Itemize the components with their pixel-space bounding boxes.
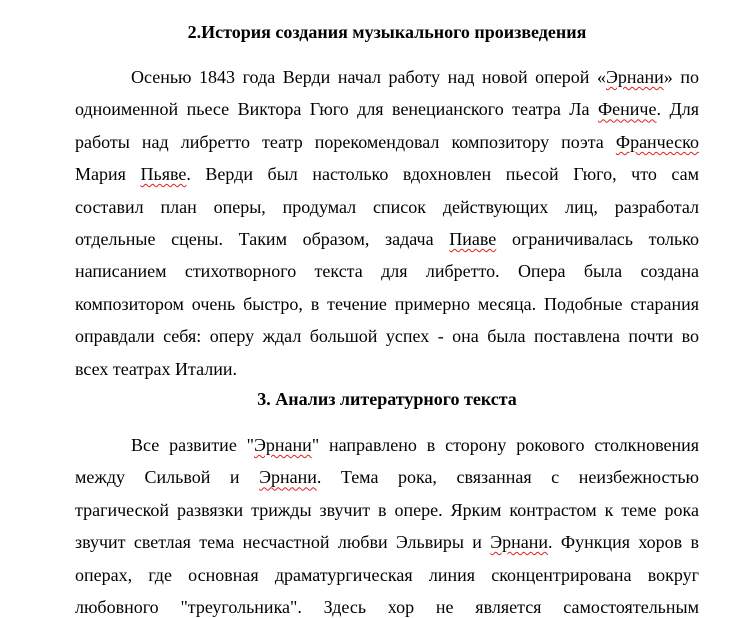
text-run: Все развитие " <box>131 435 255 455</box>
text-run: Мария <box>75 164 141 185</box>
paragraph-line <box>75 531 699 553</box>
spellcheck-flagged-word: Франческо <box>615 131 699 152</box>
text-run: трагической развязки трижды звучит в опере. Ярким контрастом к теме рока <box>75 499 699 520</box>
spellcheck-flagged-word: Эрнани <box>254 435 312 455</box>
paragraph-line <box>75 499 699 521</box>
text-run: написанием стихотворного текста для либретто. Опера была создана <box>75 261 699 282</box>
paragraph-line <box>75 163 699 185</box>
paragraph-line <box>75 358 699 380</box>
text-run: . Тема рока, связанная с неизбежностью <box>316 467 699 488</box>
paragraph-line <box>75 196 699 218</box>
spellcheck-flagged-word: Пиаве <box>449 229 497 249</box>
paragraph-line <box>75 98 699 120</box>
text-run: . Функция хоров в <box>548 532 699 553</box>
spellcheck-flagged-word: Эрнани <box>490 532 549 553</box>
text-run: между Сильвой и <box>75 467 260 488</box>
spellcheck-flagged-word: Пьяве <box>140 164 187 185</box>
paragraph-line <box>75 293 699 315</box>
paragraph-line <box>75 564 699 586</box>
text-run: оправдали себя: оперу ждал большой успех - она была поставлена почти во <box>75 326 699 347</box>
text-run: работы над либретто театр порекомендовал композитору поэта <box>75 131 616 152</box>
paragraph-line <box>131 66 699 88</box>
paragraph-line <box>75 131 699 153</box>
text-run: составил план оперы, продумал список действующих лиц, разработал <box>75 196 699 217</box>
text-run: композитором очень быстро, в течение примерно месяца. Подобные старания <box>75 293 699 314</box>
paragraph-line <box>75 260 699 282</box>
text-run: отдельные сцены. Таким образом, задача <box>75 229 450 249</box>
text-run: операх, где основная драматургическая линия сконцентрирована вокруг <box>75 564 699 585</box>
paragraph-line <box>75 228 699 250</box>
text-run: Осенью 1843 года Верди начал работу над новой оперой « <box>131 67 607 87</box>
spellcheck-flagged-word: Фениче <box>597 99 657 120</box>
section-2-heading: 2.История создания музыкального произведения <box>187 22 587 42</box>
text-run: любовного "треугольника". Здесь хор не является самостоятельным <box>75 597 699 617</box>
text-run: » по <box>663 67 699 87</box>
text-run: " направлено в сторону рокового столкновения <box>311 435 699 455</box>
text-run: ограничивалась только <box>496 229 699 249</box>
paragraph-line <box>75 466 699 488</box>
spellcheck-flagged-word: Эрнани <box>606 67 664 87</box>
paragraph-line <box>75 596 699 618</box>
section-3-heading: 3. Анализ литературного текста <box>257 389 517 409</box>
text-run: звучит светлая тема несчастной любви Эльвиры и <box>75 532 491 553</box>
paragraph-line <box>131 434 699 456</box>
text-run: . Верди был настолько вдохновлен пьесой Гюго, что сам <box>186 164 700 185</box>
paragraph-line <box>75 325 699 347</box>
spellcheck-flagged-word: Эрнани <box>259 467 317 488</box>
text-run: одноименной пьесе Виктора Гюго для венецианского театра Ла <box>75 99 598 120</box>
text-run: всех театрах Италии. <box>75 358 238 379</box>
text-run: . Для <box>656 99 699 120</box>
